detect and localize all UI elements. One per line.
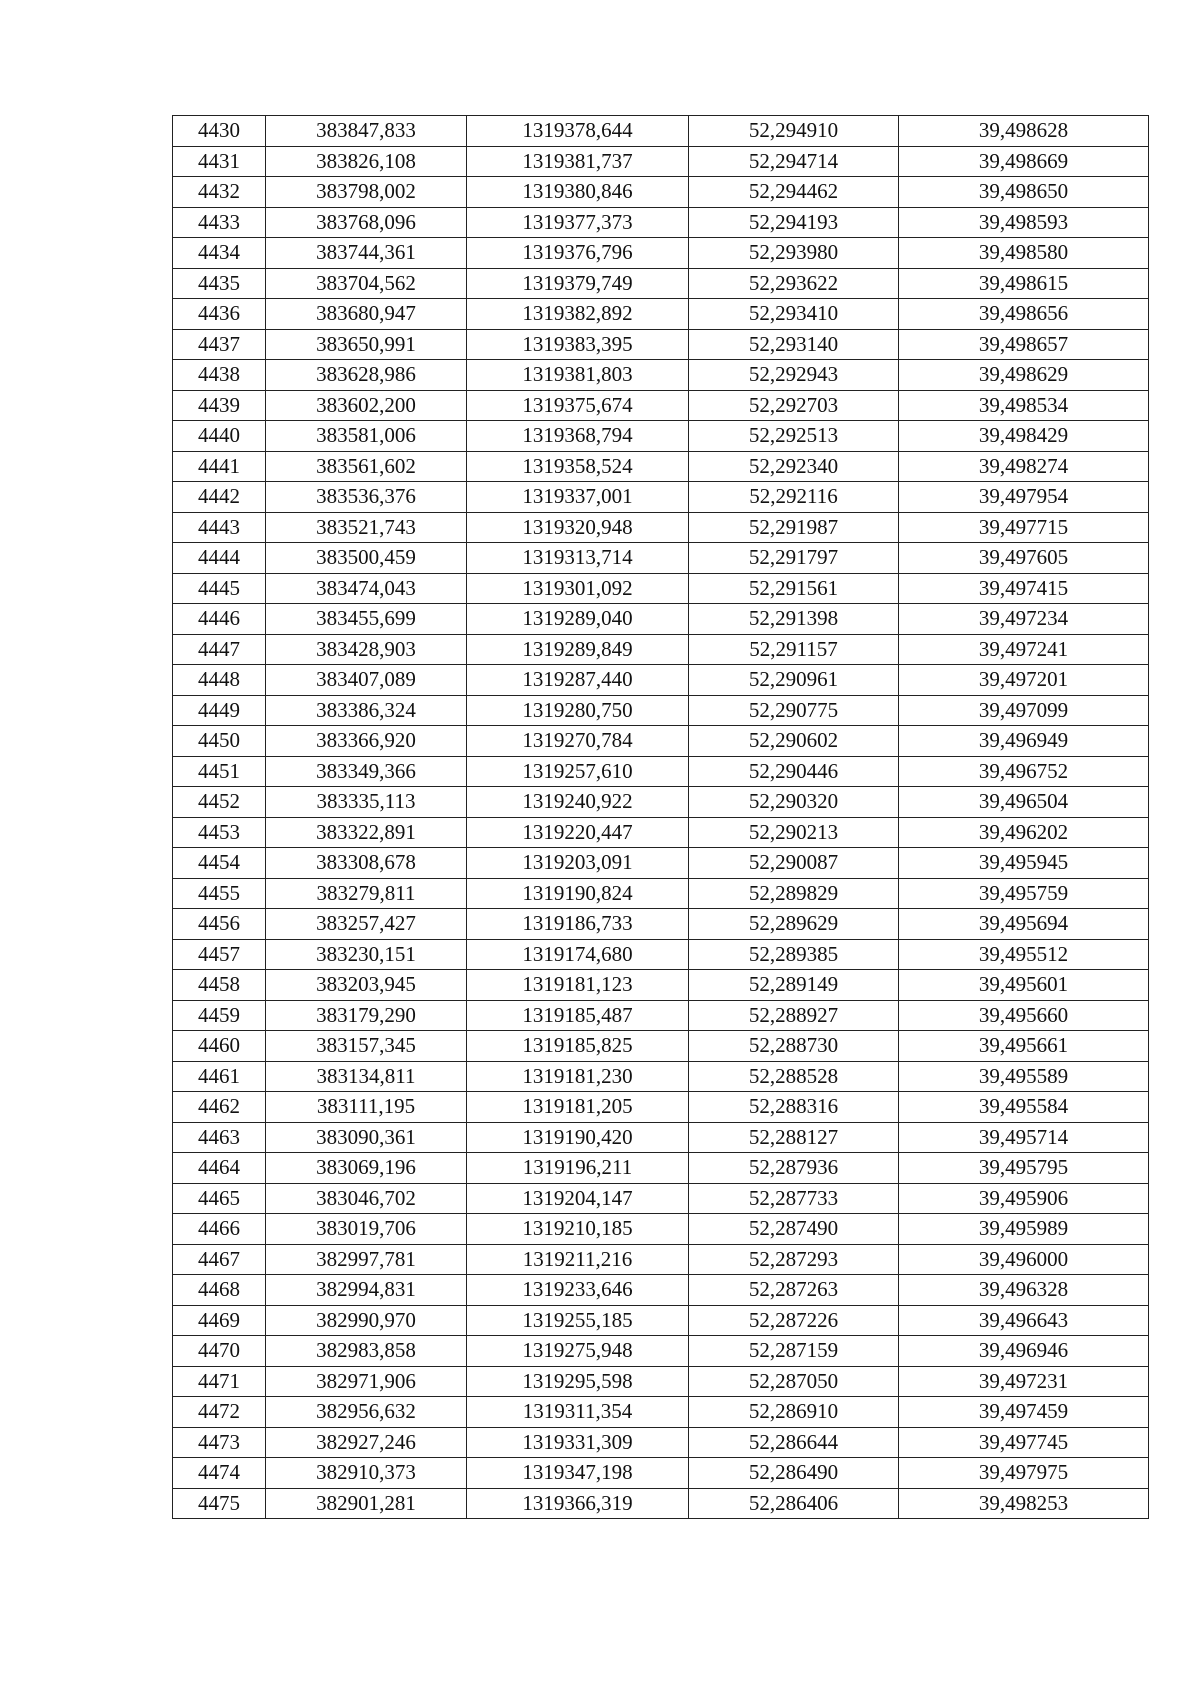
latitude-cell: 52,287159 (689, 1336, 899, 1367)
table-row (173, 1305, 1149, 1336)
x-coordinate-cell: 383019,706 (266, 1214, 467, 1245)
x-coordinate-cell: 383322,891 (266, 817, 467, 848)
y-coordinate-cell: 1319255,185 (467, 1305, 689, 1336)
latitude-cell: 52,294714 (689, 146, 899, 177)
point-number-cell: 4462 (173, 1092, 266, 1123)
y-coordinate-cell: 1319275,948 (467, 1336, 689, 1367)
y-coordinate-cell: 1319257,610 (467, 756, 689, 787)
table-row (173, 1000, 1149, 1031)
y-coordinate-cell: 1319347,198 (467, 1458, 689, 1489)
y-coordinate-cell: 1319381,803 (467, 360, 689, 391)
point-number-cell: 4474 (173, 1458, 266, 1489)
x-coordinate-cell: 383046,702 (266, 1183, 467, 1214)
longitude-cell: 39,495601 (899, 970, 1149, 1001)
latitude-cell: 52,291797 (689, 543, 899, 574)
point-number-cell: 4465 (173, 1183, 266, 1214)
point-number-cell: 4472 (173, 1397, 266, 1428)
latitude-cell: 52,287293 (689, 1244, 899, 1275)
longitude-cell: 39,497715 (899, 512, 1149, 543)
longitude-cell: 39,496752 (899, 756, 1149, 787)
y-coordinate-cell: 1319366,319 (467, 1488, 689, 1519)
table-row (173, 543, 1149, 574)
table-row (173, 1183, 1149, 1214)
latitude-cell: 52,290446 (689, 756, 899, 787)
x-coordinate-cell: 383279,811 (266, 878, 467, 909)
latitude-cell: 52,287050 (689, 1366, 899, 1397)
latitude-cell: 52,287490 (689, 1214, 899, 1245)
table-row (173, 421, 1149, 452)
latitude-cell: 52,293622 (689, 268, 899, 299)
latitude-cell: 52,293980 (689, 238, 899, 269)
table-row (173, 1244, 1149, 1275)
table-row (173, 238, 1149, 269)
latitude-cell: 52,291398 (689, 604, 899, 635)
y-coordinate-cell: 1319331,309 (467, 1427, 689, 1458)
table-row (173, 207, 1149, 238)
latitude-cell: 52,294193 (689, 207, 899, 238)
point-number-cell: 4431 (173, 146, 266, 177)
y-coordinate-cell: 1319270,784 (467, 726, 689, 757)
x-coordinate-cell: 383257,427 (266, 909, 467, 940)
longitude-cell: 39,495584 (899, 1092, 1149, 1123)
x-coordinate-cell: 383768,096 (266, 207, 467, 238)
latitude-cell: 52,288730 (689, 1031, 899, 1062)
y-coordinate-cell: 1319240,922 (467, 787, 689, 818)
x-coordinate-cell: 382910,373 (266, 1458, 467, 1489)
x-coordinate-cell: 383230,151 (266, 939, 467, 970)
table-row (173, 665, 1149, 696)
coordinates-table (172, 115, 1149, 1519)
y-coordinate-cell: 1319379,749 (467, 268, 689, 299)
x-coordinate-cell: 383561,602 (266, 451, 467, 482)
longitude-cell: 39,497459 (899, 1397, 1149, 1428)
coordinates-table-body (173, 116, 1149, 1519)
table-row (173, 1092, 1149, 1123)
point-number-cell: 4449 (173, 695, 266, 726)
longitude-cell: 39,497954 (899, 482, 1149, 513)
latitude-cell: 52,290775 (689, 695, 899, 726)
longitude-cell: 39,495759 (899, 878, 1149, 909)
x-coordinate-cell: 383628,986 (266, 360, 467, 391)
x-coordinate-cell: 383581,006 (266, 421, 467, 452)
point-number-cell: 4439 (173, 390, 266, 421)
y-coordinate-cell: 1319378,644 (467, 116, 689, 147)
table-row (173, 848, 1149, 879)
latitude-cell: 52,294910 (689, 116, 899, 147)
x-coordinate-cell: 383680,947 (266, 299, 467, 330)
y-coordinate-cell: 1319313,714 (467, 543, 689, 574)
longitude-cell: 39,497201 (899, 665, 1149, 696)
point-number-cell: 4466 (173, 1214, 266, 1245)
latitude-cell: 52,286644 (689, 1427, 899, 1458)
x-coordinate-cell: 383744,361 (266, 238, 467, 269)
latitude-cell: 52,290961 (689, 665, 899, 696)
longitude-cell: 39,497975 (899, 1458, 1149, 1489)
x-coordinate-cell: 383335,113 (266, 787, 467, 818)
y-coordinate-cell: 1319301,092 (467, 573, 689, 604)
y-coordinate-cell: 1319203,091 (467, 848, 689, 879)
x-coordinate-cell: 382901,281 (266, 1488, 467, 1519)
table-row (173, 1427, 1149, 1458)
y-coordinate-cell: 1319181,123 (467, 970, 689, 1001)
point-number-cell: 4456 (173, 909, 266, 940)
longitude-cell: 39,498669 (899, 146, 1149, 177)
x-coordinate-cell: 383474,043 (266, 573, 467, 604)
longitude-cell: 39,495589 (899, 1061, 1149, 1092)
point-number-cell: 4455 (173, 878, 266, 909)
latitude-cell: 52,292943 (689, 360, 899, 391)
point-number-cell: 4433 (173, 207, 266, 238)
latitude-cell: 52,288528 (689, 1061, 899, 1092)
y-coordinate-cell: 1319375,674 (467, 390, 689, 421)
point-number-cell: 4461 (173, 1061, 266, 1092)
y-coordinate-cell: 1319174,680 (467, 939, 689, 970)
longitude-cell: 39,498253 (899, 1488, 1149, 1519)
latitude-cell: 52,288316 (689, 1092, 899, 1123)
latitude-cell: 52,287263 (689, 1275, 899, 1306)
point-number-cell: 4435 (173, 268, 266, 299)
point-number-cell: 4442 (173, 482, 266, 513)
longitude-cell: 39,495795 (899, 1153, 1149, 1184)
y-coordinate-cell: 1319186,733 (467, 909, 689, 940)
y-coordinate-cell: 1319220,447 (467, 817, 689, 848)
latitude-cell: 52,286910 (689, 1397, 899, 1428)
longitude-cell: 39,496946 (899, 1336, 1149, 1367)
longitude-cell: 39,497745 (899, 1427, 1149, 1458)
table-row (173, 146, 1149, 177)
x-coordinate-cell: 382927,246 (266, 1427, 467, 1458)
x-coordinate-cell: 383428,903 (266, 634, 467, 665)
point-number-cell: 4452 (173, 787, 266, 818)
point-number-cell: 4459 (173, 1000, 266, 1031)
table-row (173, 512, 1149, 543)
latitude-cell: 52,290213 (689, 817, 899, 848)
table-row (173, 756, 1149, 787)
latitude-cell: 52,289385 (689, 939, 899, 970)
latitude-cell: 52,291157 (689, 634, 899, 665)
y-coordinate-cell: 1319377,373 (467, 207, 689, 238)
table-row (173, 1122, 1149, 1153)
x-coordinate-cell: 383090,361 (266, 1122, 467, 1153)
longitude-cell: 39,497234 (899, 604, 1149, 635)
point-number-cell: 4441 (173, 451, 266, 482)
x-coordinate-cell: 382994,831 (266, 1275, 467, 1306)
x-coordinate-cell: 383847,833 (266, 116, 467, 147)
latitude-cell: 52,287733 (689, 1183, 899, 1214)
latitude-cell: 52,292513 (689, 421, 899, 452)
y-coordinate-cell: 1319185,487 (467, 1000, 689, 1031)
x-coordinate-cell: 383798,002 (266, 177, 467, 208)
x-coordinate-cell: 383366,920 (266, 726, 467, 757)
y-coordinate-cell: 1319358,524 (467, 451, 689, 482)
table-row (173, 634, 1149, 665)
y-coordinate-cell: 1319181,205 (467, 1092, 689, 1123)
table-row (173, 604, 1149, 635)
point-number-cell: 4448 (173, 665, 266, 696)
latitude-cell: 52,286406 (689, 1488, 899, 1519)
point-number-cell: 4436 (173, 299, 266, 330)
x-coordinate-cell: 382997,781 (266, 1244, 467, 1275)
y-coordinate-cell: 1319380,846 (467, 177, 689, 208)
y-coordinate-cell: 1319190,824 (467, 878, 689, 909)
table-row (173, 1214, 1149, 1245)
longitude-cell: 39,497231 (899, 1366, 1149, 1397)
longitude-cell: 39,497415 (899, 573, 1149, 604)
y-coordinate-cell: 1319295,598 (467, 1366, 689, 1397)
table-row (173, 482, 1149, 513)
latitude-cell: 52,293410 (689, 299, 899, 330)
point-number-cell: 4471 (173, 1366, 266, 1397)
point-number-cell: 4443 (173, 512, 266, 543)
y-coordinate-cell: 1319383,395 (467, 329, 689, 360)
table-row (173, 116, 1149, 147)
point-number-cell: 4468 (173, 1275, 266, 1306)
table-row (173, 1061, 1149, 1092)
table-row (173, 1153, 1149, 1184)
x-coordinate-cell: 383111,195 (266, 1092, 467, 1123)
x-coordinate-cell: 383349,366 (266, 756, 467, 787)
longitude-cell: 39,495989 (899, 1214, 1149, 1245)
latitude-cell: 52,292340 (689, 451, 899, 482)
y-coordinate-cell: 1319320,948 (467, 512, 689, 543)
longitude-cell: 39,498656 (899, 299, 1149, 330)
longitude-cell: 39,497099 (899, 695, 1149, 726)
table-row (173, 177, 1149, 208)
point-number-cell: 4473 (173, 1427, 266, 1458)
y-coordinate-cell: 1319289,040 (467, 604, 689, 635)
longitude-cell: 39,496328 (899, 1275, 1149, 1306)
table-row (173, 817, 1149, 848)
x-coordinate-cell: 383536,376 (266, 482, 467, 513)
table-row (173, 390, 1149, 421)
y-coordinate-cell: 1319210,185 (467, 1214, 689, 1245)
x-coordinate-cell: 382990,970 (266, 1305, 467, 1336)
table-row (173, 1397, 1149, 1428)
point-number-cell: 4460 (173, 1031, 266, 1062)
x-coordinate-cell: 383602,200 (266, 390, 467, 421)
x-coordinate-cell: 383069,196 (266, 1153, 467, 1184)
y-coordinate-cell: 1319382,892 (467, 299, 689, 330)
point-number-cell: 4453 (173, 817, 266, 848)
table-row (173, 787, 1149, 818)
x-coordinate-cell: 382956,632 (266, 1397, 467, 1428)
point-number-cell: 4437 (173, 329, 266, 360)
latitude-cell: 52,288127 (689, 1122, 899, 1153)
table-row (173, 1275, 1149, 1306)
latitude-cell: 52,290320 (689, 787, 899, 818)
y-coordinate-cell: 1319181,230 (467, 1061, 689, 1092)
table-row (173, 360, 1149, 391)
longitude-cell: 39,498593 (899, 207, 1149, 238)
longitude-cell: 39,495512 (899, 939, 1149, 970)
latitude-cell: 52,291561 (689, 573, 899, 604)
longitude-cell: 39,495714 (899, 1122, 1149, 1153)
table-row (173, 695, 1149, 726)
point-number-cell: 4475 (173, 1488, 266, 1519)
table-row (173, 451, 1149, 482)
latitude-cell: 52,290602 (689, 726, 899, 757)
y-coordinate-cell: 1319381,737 (467, 146, 689, 177)
point-number-cell: 4467 (173, 1244, 266, 1275)
latitude-cell: 52,289829 (689, 878, 899, 909)
latitude-cell: 52,291987 (689, 512, 899, 543)
point-number-cell: 4457 (173, 939, 266, 970)
point-number-cell: 4445 (173, 573, 266, 604)
longitude-cell: 39,498657 (899, 329, 1149, 360)
y-coordinate-cell: 1319311,354 (467, 1397, 689, 1428)
x-coordinate-cell: 383179,290 (266, 1000, 467, 1031)
point-number-cell: 4434 (173, 238, 266, 269)
x-coordinate-cell: 383134,811 (266, 1061, 467, 1092)
x-coordinate-cell: 383203,945 (266, 970, 467, 1001)
longitude-cell: 39,497241 (899, 634, 1149, 665)
longitude-cell: 39,496949 (899, 726, 1149, 757)
longitude-cell: 39,496504 (899, 787, 1149, 818)
y-coordinate-cell: 1319368,794 (467, 421, 689, 452)
longitude-cell: 39,495661 (899, 1031, 1149, 1062)
longitude-cell: 39,498274 (899, 451, 1149, 482)
longitude-cell: 39,495906 (899, 1183, 1149, 1214)
point-number-cell: 4438 (173, 360, 266, 391)
longitude-cell: 39,496202 (899, 817, 1149, 848)
latitude-cell: 52,289149 (689, 970, 899, 1001)
table-row (173, 878, 1149, 909)
x-coordinate-cell: 383386,324 (266, 695, 467, 726)
latitude-cell: 52,294462 (689, 177, 899, 208)
y-coordinate-cell: 1319204,147 (467, 1183, 689, 1214)
latitude-cell: 52,292703 (689, 390, 899, 421)
x-coordinate-cell: 383500,459 (266, 543, 467, 574)
point-number-cell: 4463 (173, 1122, 266, 1153)
longitude-cell: 39,498628 (899, 116, 1149, 147)
table-row (173, 1366, 1149, 1397)
x-coordinate-cell: 382971,906 (266, 1366, 467, 1397)
point-number-cell: 4432 (173, 177, 266, 208)
longitude-cell: 39,498629 (899, 360, 1149, 391)
point-number-cell: 4444 (173, 543, 266, 574)
longitude-cell: 39,498580 (899, 238, 1149, 269)
table-row (173, 1336, 1149, 1367)
x-coordinate-cell: 383704,562 (266, 268, 467, 299)
table-row (173, 939, 1149, 970)
point-number-cell: 4450 (173, 726, 266, 757)
y-coordinate-cell: 1319287,440 (467, 665, 689, 696)
y-coordinate-cell: 1319190,420 (467, 1122, 689, 1153)
point-number-cell: 4430 (173, 116, 266, 147)
y-coordinate-cell: 1319185,825 (467, 1031, 689, 1062)
table-row (173, 909, 1149, 940)
longitude-cell: 39,495660 (899, 1000, 1149, 1031)
point-number-cell: 4451 (173, 756, 266, 787)
x-coordinate-cell: 383455,699 (266, 604, 467, 635)
table-row (173, 573, 1149, 604)
y-coordinate-cell: 1319337,001 (467, 482, 689, 513)
latitude-cell: 52,293140 (689, 329, 899, 360)
point-number-cell: 4447 (173, 634, 266, 665)
x-coordinate-cell: 383407,089 (266, 665, 467, 696)
x-coordinate-cell: 382983,858 (266, 1336, 467, 1367)
y-coordinate-cell: 1319280,750 (467, 695, 689, 726)
longitude-cell: 39,496643 (899, 1305, 1149, 1336)
x-coordinate-cell: 383826,108 (266, 146, 467, 177)
latitude-cell: 52,290087 (689, 848, 899, 879)
table-row (173, 268, 1149, 299)
point-number-cell: 4446 (173, 604, 266, 635)
latitude-cell: 52,288927 (689, 1000, 899, 1031)
latitude-cell: 52,289629 (689, 909, 899, 940)
x-coordinate-cell: 383157,345 (266, 1031, 467, 1062)
longitude-cell: 39,498650 (899, 177, 1149, 208)
x-coordinate-cell: 383521,743 (266, 512, 467, 543)
latitude-cell: 52,286490 (689, 1458, 899, 1489)
y-coordinate-cell: 1319233,646 (467, 1275, 689, 1306)
point-number-cell: 4470 (173, 1336, 266, 1367)
longitude-cell: 39,498534 (899, 390, 1149, 421)
point-number-cell: 4464 (173, 1153, 266, 1184)
latitude-cell: 52,287226 (689, 1305, 899, 1336)
table-row (173, 1031, 1149, 1062)
point-number-cell: 4469 (173, 1305, 266, 1336)
point-number-cell: 4454 (173, 848, 266, 879)
table-row (173, 299, 1149, 330)
x-coordinate-cell: 383308,678 (266, 848, 467, 879)
y-coordinate-cell: 1319289,849 (467, 634, 689, 665)
longitude-cell: 39,496000 (899, 1244, 1149, 1275)
table-row (173, 1458, 1149, 1489)
y-coordinate-cell: 1319211,216 (467, 1244, 689, 1275)
table-row (173, 329, 1149, 360)
longitude-cell: 39,495694 (899, 909, 1149, 940)
latitude-cell: 52,287936 (689, 1153, 899, 1184)
point-number-cell: 4458 (173, 970, 266, 1001)
x-coordinate-cell: 383650,991 (266, 329, 467, 360)
y-coordinate-cell: 1319196,211 (467, 1153, 689, 1184)
longitude-cell: 39,495945 (899, 848, 1149, 879)
point-number-cell: 4440 (173, 421, 266, 452)
longitude-cell: 39,498429 (899, 421, 1149, 452)
table-row (173, 1488, 1149, 1519)
table-row (173, 726, 1149, 757)
table-row (173, 970, 1149, 1001)
y-coordinate-cell: 1319376,796 (467, 238, 689, 269)
latitude-cell: 52,292116 (689, 482, 899, 513)
longitude-cell: 39,497605 (899, 543, 1149, 574)
longitude-cell: 39,498615 (899, 268, 1149, 299)
